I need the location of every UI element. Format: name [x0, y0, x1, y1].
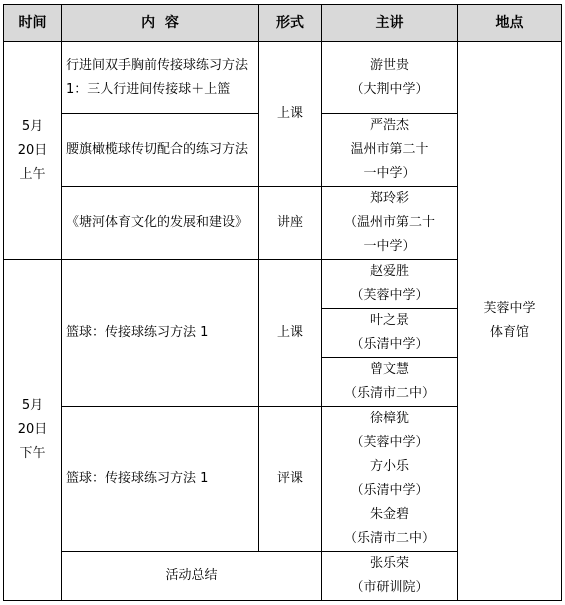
content-morning-1: 行进间双手胸前传接球练习方法1：三人行进间传接球＋上篮 [62, 42, 259, 114]
form-afternoon-2: 评课 [259, 407, 322, 552]
speaker-morning-2: 严浩杰 温州市第二十 一中学） [322, 114, 458, 187]
form-morning-shared: 上课 [259, 42, 322, 187]
schedule-table [3, 4, 562, 601]
content-morning-3: 《塘河体育文化的发展和建设》 [62, 187, 259, 260]
form-afternoon-1: 上课 [259, 260, 322, 407]
speaker-afternoon-1b: 叶之景 （乐清中学） [322, 309, 458, 358]
content-afternoon-1: 篮球：传接球练习方法 1 [62, 260, 259, 407]
header-location: 地点 [458, 5, 562, 42]
header-time: 时间 [4, 5, 62, 42]
header-form: 形式 [259, 5, 322, 42]
form-morning-3: 讲座 [259, 187, 322, 260]
speaker-afternoon-2: 徐樟犹 （芙蓉中学） 方小乐 （乐清中学） 朱金碧 （乐清市二中） [322, 407, 458, 552]
content-summary: 活动总结 [62, 552, 322, 601]
location: 芙蓉中学 体育馆 [458, 42, 562, 601]
speaker-afternoon-1c: 曾文慧 （乐清市二中） [322, 358, 458, 407]
speaker-morning-3: 郑玲彩 （温州市第二十 一中学） [322, 187, 458, 260]
header-speaker: 主讲 [322, 5, 458, 42]
content-morning-2: 腰旗橄榄球传切配合的练习方法 [62, 114, 259, 187]
speaker-afternoon-1a: 赵爱胜 （芙蓉中学） [322, 260, 458, 309]
time-morning: 5月 20日 上午 [4, 42, 62, 260]
content-afternoon-2: 篮球：传接球练习方法 1 [62, 407, 259, 552]
speaker-summary: 张乐荣 （市研训院） [322, 552, 458, 601]
speaker-morning-1: 游世贵 （大荆中学） [322, 42, 458, 114]
header-content: 内 容 [62, 5, 259, 42]
time-afternoon: 5月 20日 下午 [4, 260, 62, 601]
